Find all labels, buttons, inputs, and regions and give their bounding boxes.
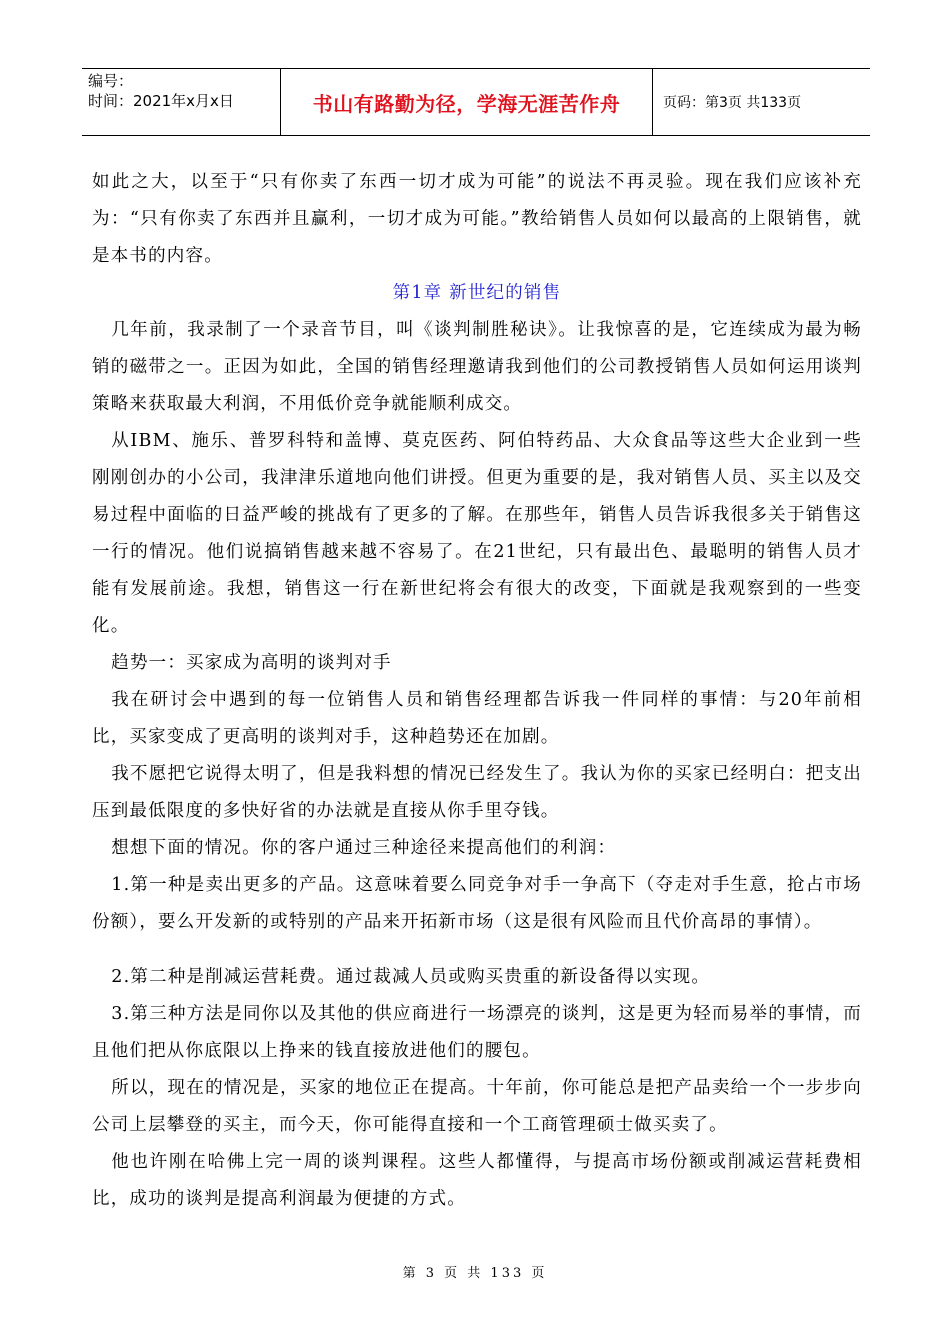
list-item: 3.第三种方法是同你以及其他的供应商进行一场漂亮的谈判，这是更为轻而易举的事情，而且他们把从你底限以上挣来的钱直接放进他们的腰包。 — [92, 1004, 862, 1061]
paragraph-continuation: 如此之大，以至于“只有你卖了东西一切才成为可能”的说法不再灵验。现在我们应该补充为：“只有你卖了东西并且赢利，一切才成为可能。”教给销售人员如何以最高的上限销售，就是本书的内容。 — [92, 172, 862, 266]
paragraph: 他也许刚在哈佛上完一周的谈判课程。这些人都懂得，与提高市场份额或削减运营耗费相比，成功的谈判是提高利润最为便捷的方式。 — [92, 1152, 862, 1209]
paragraph: 所以，现在的情况是，买家的地位正在提高。十年前，你可能总是把产品卖给一个一步步向公司上层攀登的买主，而今天，你可能得直接和一个工商管理硕士做买卖了。 — [92, 1078, 862, 1135]
list-item: 2.第二种是削减运营耗费。通过裁减人员或购买贵重的新设备得以实现。 — [111, 967, 711, 987]
header-time-label: 时间：2021年x月x日 — [88, 92, 234, 110]
chapter-heading: 第1章 新世纪的销售 — [392, 283, 562, 303]
page-header — [82, 68, 870, 136]
header-number-label: 编号： — [88, 72, 134, 90]
paragraph: 我不愿把它说得太明了，但是我料想的情况已经发生了。我认为你的买家已经明白：把支出压到最低限度的多快好省的办法就是直接从你手里夺钱。 — [92, 764, 862, 821]
paragraph: 我在研讨会中遇到的每一位销售人员和销售经理都告诉我一件同样的事情：与20年前相比，买家变成了更高明的谈判对手，这种趋势还在加剧。 — [92, 690, 862, 747]
section-heading-trend-one: 趋势一：买家成为高明的谈判对手 — [111, 653, 392, 673]
page-footer: 第 3 页 共 133 页 — [402, 1266, 548, 1281]
header-page-info: 页码：第3页 共133页 — [663, 95, 802, 111]
header-meta — [82, 69, 281, 135]
list-item: 1.第一种是卖出更多的产品。这意味着要么同竞争对手一争高下（夺走对手生意，抢占市场份额），要么开发新的或特别的产品来开拓新市场（这是很有风险而且代价高昂的事情）。 — [92, 875, 862, 932]
document-body — [92, 164, 862, 1218]
header-motto: 书山有路勤为径，学海无涯苦作舟 — [281, 69, 653, 135]
paragraph: 几年前，我录制了一个录音节目，叫《谈判制胜秘诀》。让我惊喜的是，它连续成为最为畅销的磁带之一。正因为如此，全国的销售经理邀请我到他们的公司教授销售人员如何运用谈判策略来获取最大利润，不用低价竞争就能顺利成交。 — [92, 320, 862, 414]
paragraph: 从IBM、施乐、普罗科特和盖博、莫克医药、阿伯特药品、大众食品等这些大企业到一些刚刚创办的小公司，我津津乐道地向他们讲授。但更为重要的是，我对销售人员、买主以及交易过程中面临的日益严峻的挑战有了更多的了解。在那些年，销售人员告诉我很多关于销售这一行的情况。他们说搞销售越来越不容易了。在21世纪，只有最出色、最聪明的销售人员才能有发展前途。我想，销售这一行在新世纪将会有很大的改变，下面就是我观察到的一些变化。 — [92, 431, 862, 636]
paragraph: 想想下面的情况。你的客户通过三种途径来提高他们的利润： — [111, 838, 617, 858]
spacer — [92, 941, 862, 959]
